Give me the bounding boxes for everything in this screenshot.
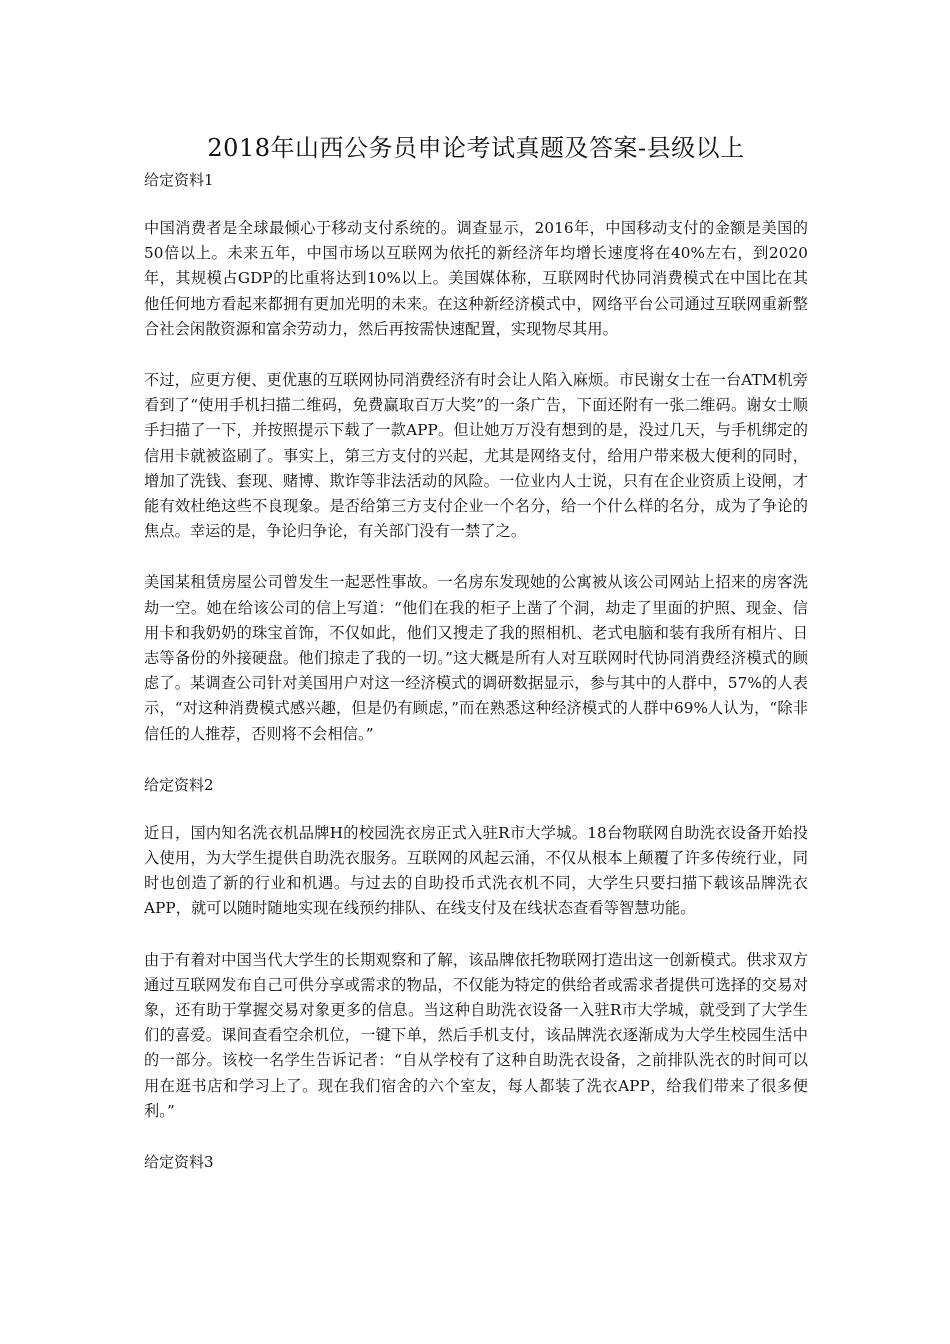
- section-1-paragraph-3: 美国某租赁房屋公司曾发生一起恶性事故。一名房东发现她的公寓被从该公司网站上招来的房客洗劫一空。她在给该公司的信上写道：“他们在我的柜子上凿了个洞，劫走了里面的护照、现金、信用卡和我奶奶的珠宝首饰，不仅如此，他们又搜走了我的照相机、老式电脑和装有我所有相片、日志等备份的外接硬盘。他们掠走了我的一切。”这大概是所有人对互联网时代协同消费经济模式的顾虑了。某调查公司针对美国用户对这一经济模式的调研数据显示，参与其中的人群中，57%的人表示，“对这种消费模式感兴趣，但是仍有顾虑，”而在熟悉这种经济模式的人群中69%人认为，“除非信任的人推荐，否则将不会相信。”: [144, 573, 808, 743]
- document-title: 2018年山西公务员申论考试真题及答案-县级以上: [207, 134, 745, 162]
- section-2-paragraph-2: 由于有着对中国当代大学生的长期观察和了解，该品牌依托物联网打造出这一创新模式。供求双方通过互联网发布自己可供分享或需求的物品，不仅能为特定的供给者或需求者提供可选择的交易对象，还有助于掌握交易对象更多的信息。当这种自助洗衣设备一入驻R市大学城，就受到了大学生们的喜爱。课间查看空余机位，一键下单，然后手机支付，该品牌洗衣逐渐成为大学生校园生活中的一部分。该校一名学生告诉记者：“自从学校有了这种自助洗衣设备，之前排队洗衣的时间可以用在逛书店和学习上了。现在我们宿舍的六个室友，每人都装了洗衣APP，给我们带来了很多便利。”: [144, 950, 808, 1120]
- spacer: [144, 1124, 808, 1150]
- spacer: [144, 192, 808, 216]
- section-label-3: 给定资料3: [144, 1153, 214, 1172]
- spacer: [144, 544, 808, 570]
- spacer: [144, 747, 808, 773]
- spacer: [144, 797, 808, 821]
- section-label-1: 给定资料1: [144, 171, 214, 189]
- section-label-2: 给定资料2: [144, 775, 214, 794]
- spacer: [144, 342, 808, 368]
- section-1-paragraph-2: 不过，应更方便、更优惠的互联网协同消费经济有时会让人陷入麻烦。市民谢女士在一台ATM机旁看到了“使用手机扫描二维码，免费赢取百万大奖”的一条广告，下面还附有一张二维码。谢女士顺手扫描了一下，并按照提示下载了一款APP。但让她万万没有想到的是，没过几天，与手机绑定的信用卡就被盗刷了。事实上，第三方支付的兴起，尤其是网络支付，给用户带来极大便利的同时，增加了洗钱、套现、赌博、欺诈等非法活动的风险。一位业内人士说，只有在企业资质上设闸，才能有效杜绝这些不良现象。是否给第三方支付企业一个名分，给一个什么样的名分，成为了争论的焦点。幸运的是，争论归争论，有关部门没有一禁了之。: [144, 371, 808, 541]
- section-2-paragraph-1: 近日，国内知名洗衣机品牌H的校园洗衣房正式入驻R市大学城。18台物联网自助洗衣设备开始投入使用，为大学生提供自助洗衣服务。互联网的风起云涌，不仅从根本上颠覆了许多传统行业，同时也创造了新的行业和机遇。与过去的自助投币式洗衣机不同，大学生只要扫描下载该品牌洗衣APP，就可以随时随地实现在线预约排队、在线支付及在线状态查看等智慧功能。: [144, 823, 808, 918]
- document-body: [144, 130, 808, 1174]
- spacer: [144, 922, 808, 948]
- section-1-paragraph-1: 中国消费者是全球最倾心于移动支付系统的。调查显示，2016年，中国移动支付的金额是美国的50倍以上。未来五年，中国市场以互联网为依托的新经济年均增长速度将在40%左右，到2020年，其规模占GDP的比重将达到10%以上。美国媒体称，互联网时代协同消费模式在中国比在其他任何地方看起来都拥有更加光明的未来。在这种新经济模式中，网络平台公司通过互联网重新整合社会闲散资源和富余劳动力，然后再按需快速配置，实现物尽其用。: [144, 219, 808, 338]
